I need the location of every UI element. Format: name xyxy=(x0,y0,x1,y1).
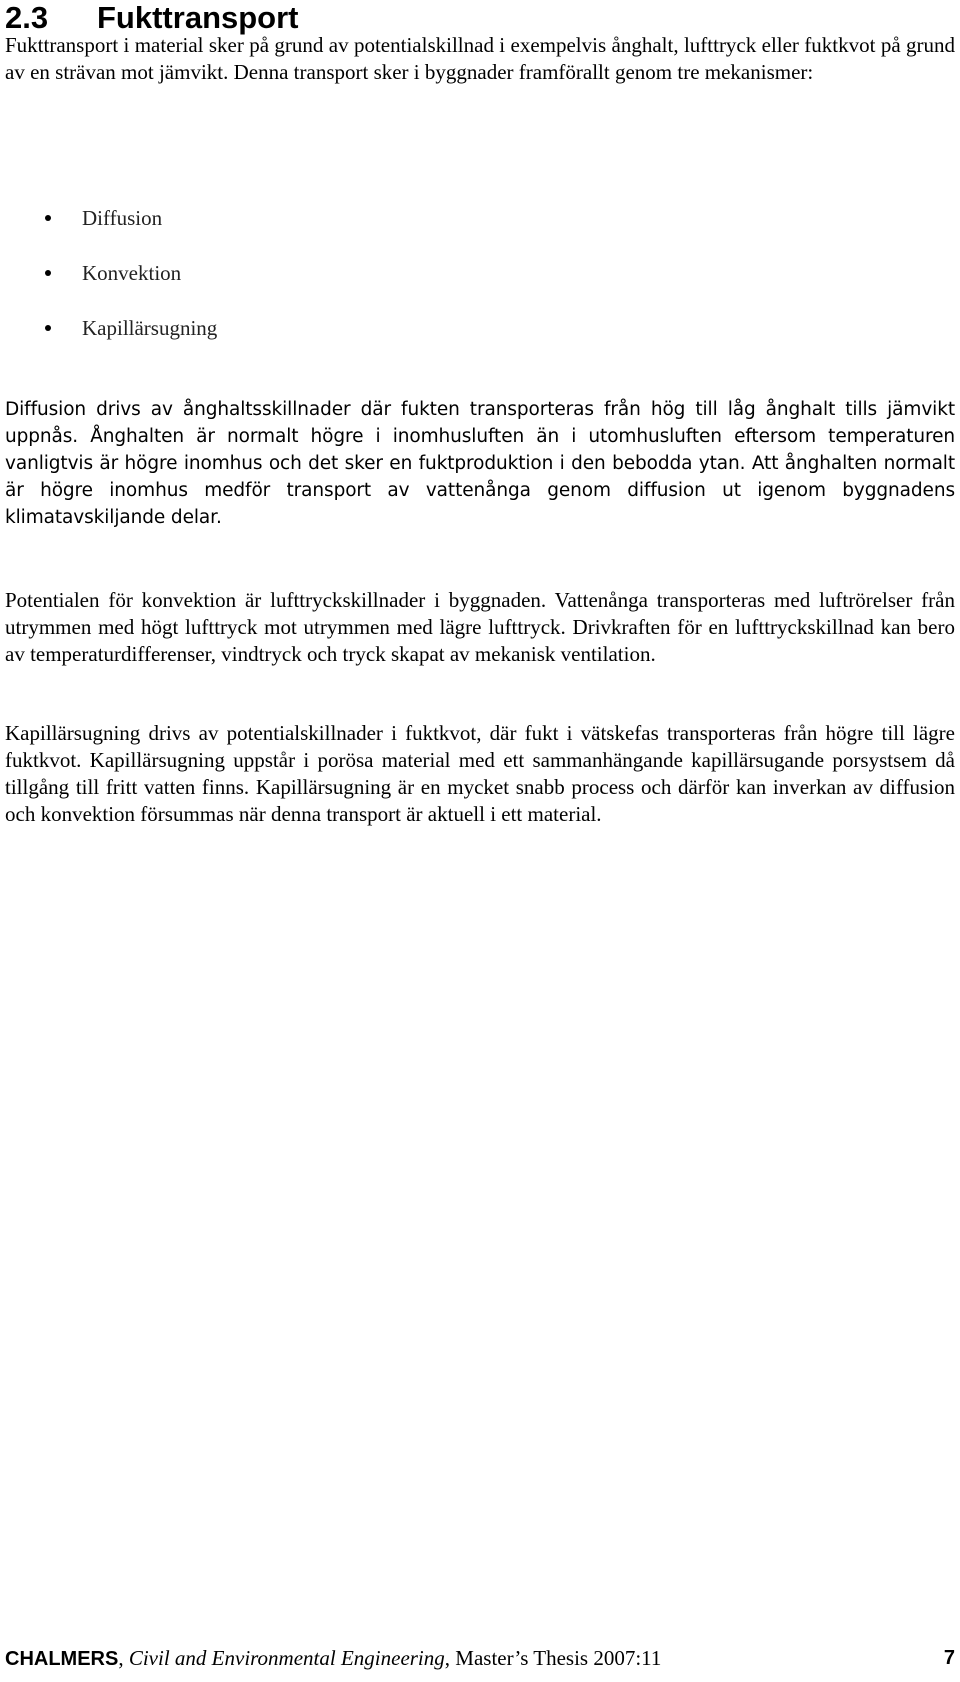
footer-thesis: , Master’s Thesis 2007:11 xyxy=(444,1646,662,1670)
intro-paragraph: Fukttransport i material sker på grund av potentialskillnad i exempelvis ånghalt, lufttryck eller fuktkvot på grund av en strävan mot jämvikt. Denna transport sker i byggnader framförallt genom tre mekanismer: xyxy=(5,33,955,84)
bullet-icon xyxy=(45,325,51,331)
diffusion-paragraph: Diffusion drivs av ånghaltsskillnader där fukten transporteras från hög till låg ånghalt tills jämvikt uppnås. Ånghalten är normalt högre i inomhusluften än i utomhusluften eftersom temperaturen vanligtvis är högre inomhus och det sker en fuktproduktion i den bebodda ytan. Att ånghalten normalt är högre inomhus medför transport av vattenånga genom diffusion ut igenom byggnadens klimatavskiljande delar. xyxy=(5,399,955,528)
bullet-icon xyxy=(45,270,51,276)
section-number: 2.3 xyxy=(5,0,49,35)
footer-separator: , xyxy=(118,1646,129,1670)
footer-org: CHALMERS xyxy=(5,1648,119,1670)
page-number: 7 xyxy=(943,1647,955,1669)
list-item xyxy=(5,200,905,255)
footer-department: Civil and Environmental Engineering xyxy=(128,1646,445,1670)
section-title: Fukttransport xyxy=(97,0,299,35)
page-footer xyxy=(5,1643,955,1673)
list-item-label: Diffusion xyxy=(82,206,163,230)
list-item-label: Kapillärsugning xyxy=(82,316,218,340)
list-item xyxy=(5,255,905,310)
mechanism-list xyxy=(5,200,905,365)
list-item-label: Konvektion xyxy=(82,261,182,285)
list-item xyxy=(5,310,905,365)
bullet-icon xyxy=(45,215,51,221)
capillary-paragraph: Kapillärsugning drivs av potentialskillnader i fuktkvot, där fukt i vätskefas transporteras från högre till lägre fuktkvot. Kapillärsugning uppstår i porösa material med ett sammanhängande kapillärsugande porsystsem då tillgång till fritt vatten finns. Kapillärsugning är en mycket snabb process och därför kan inverkan av diffusion och konvektion försummas när denna transport är aktuell i ett material. xyxy=(5,721,955,826)
convection-paragraph: Potentialen för konvektion är lufttryckskillnader i byggnaden. Vattenånga transporteras med luftrörelser från utrymmen med högt lufttryck mot utrymmen med lägre lufttryck. Drivkraften för en lufttryckskillnad kan bero av temperaturdifferenser, vindtryck och tryck skapat av mekanisk ventilation. xyxy=(5,588,955,666)
